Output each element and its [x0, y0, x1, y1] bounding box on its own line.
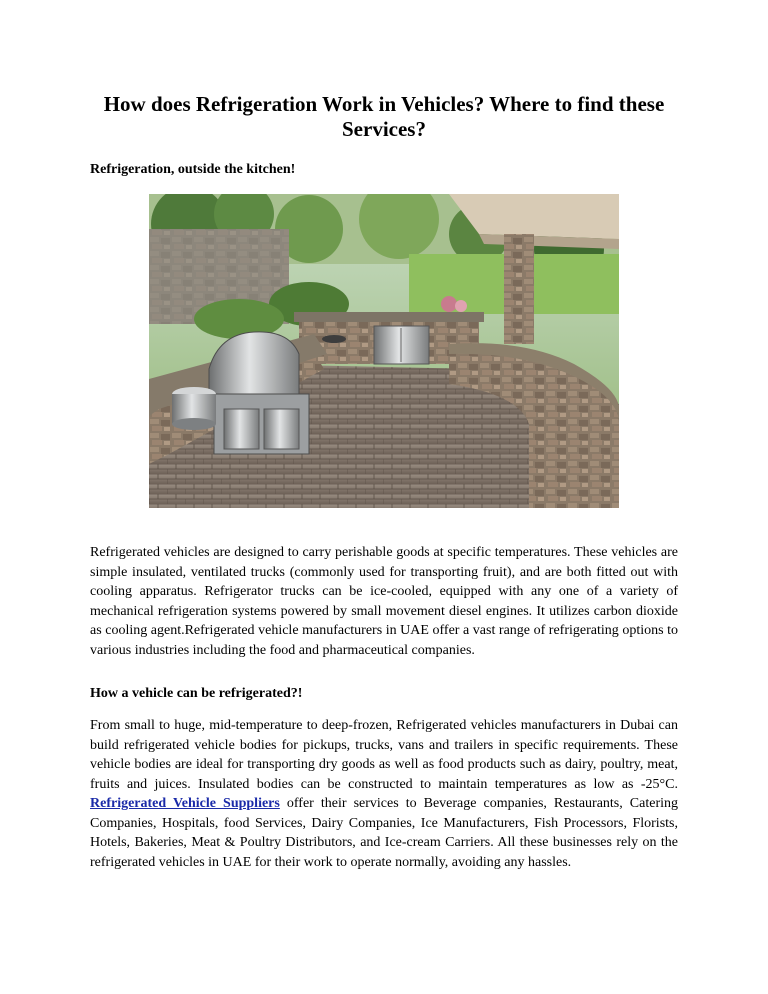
document-title: How does Refrigeration Work in Vehicles? Where to find these Services? [103, 92, 665, 141]
paragraph-details-part2: offer their services to Beverage companies, Restaurants, Catering Companies, Hospitals, food Services, Dairy Companies, Ice Manufacturers, Fish Processors, Florists, Hotels, Bakeries, Meat & Poultry Distributors, and Ice-cream Carriers. All these businesses rely on the refrigerated vehicles in UAE for their work to operate normally, avoiding any hassles. [90, 796, 678, 870]
section-heading: How a vehicle can be refrigerated?! [90, 686, 303, 701]
paragraph-details [90, 716, 678, 872]
outdoor-kitchen-photo [149, 194, 619, 508]
paragraph-details-part1: From small to huge, mid-temperature to deep-frozen, Refrigerated vehicles manufacturers in Dubai can build refrigerated vehicle bodies for pickups, trucks, vans and trailers in specific requirements. These vehicle bodies are ideal for transporting dry goods as well as food products such as dairy, poultry, meat, fruits and juices. Insulated bodies can be constructed to maintain temperatures as low as -25°C. [90, 718, 678, 792]
intro-heading: Refrigeration, outside the kitchen! [90, 162, 296, 177]
paragraph-intro: Refrigerated vehicles are designed to carry perishable goods at specific temperatures. These vehicles are simple insulated, ventilated trucks (commonly used for transporting fruit), and are both fitted out with cooling apparatus. Refrigerator trucks can be ice-cooled, equipped with any one of a variety of mechanical refrigeration systems powered by small movement diesel engines. It utilizes carbon dioxide as cooling agent.Refrigerated vehicle manufacturers in UAE offer a vast range of refrigerating options to various industries including the food and pharmaceutical companies. [90, 545, 678, 658]
outdoor-kitchen-illustration [149, 194, 619, 508]
refrigerated-vehicle-suppliers-link[interactable]: Refrigerated Vehicle Suppliers [90, 796, 280, 811]
